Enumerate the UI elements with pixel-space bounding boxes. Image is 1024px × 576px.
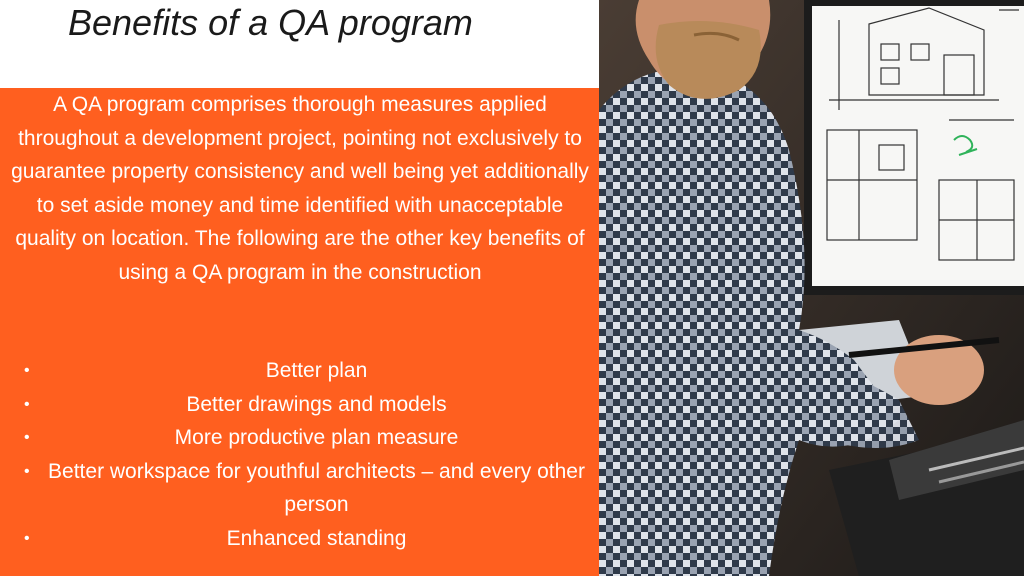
slide-title-area — [0, 0, 560, 88]
intro-paragraph: A QA program comprises thorough measures applied throughout a development project, pointing not exclusively to guarantee property consistency and well being yet additionally to set aside money and time identified with unacceptable quality on location. The following are the other key benefits of using a QA program in the construction — [11, 93, 589, 284]
content-panel — [0, 88, 599, 576]
bullet-icon: • — [24, 362, 30, 379]
benefits-list — [0, 354, 599, 555]
bullet-icon: • — [24, 462, 30, 480]
list-item: • Enhanced standing — [0, 522, 599, 556]
list-item: • Better plan — [0, 354, 599, 388]
bullet-icon: • — [24, 429, 30, 446]
bullet-icon: • — [24, 395, 30, 413]
list-item: • Better drawings and models — [0, 388, 599, 422]
list-item: • More productive plan measure — [0, 421, 599, 455]
architect-photo — [599, 0, 1024, 576]
list-item: • Better workspace for youthful architects – and every other person — [0, 455, 599, 522]
slide-title: Benefits of a QA program — [68, 2, 473, 43]
bullet-icon: • — [24, 529, 30, 547]
